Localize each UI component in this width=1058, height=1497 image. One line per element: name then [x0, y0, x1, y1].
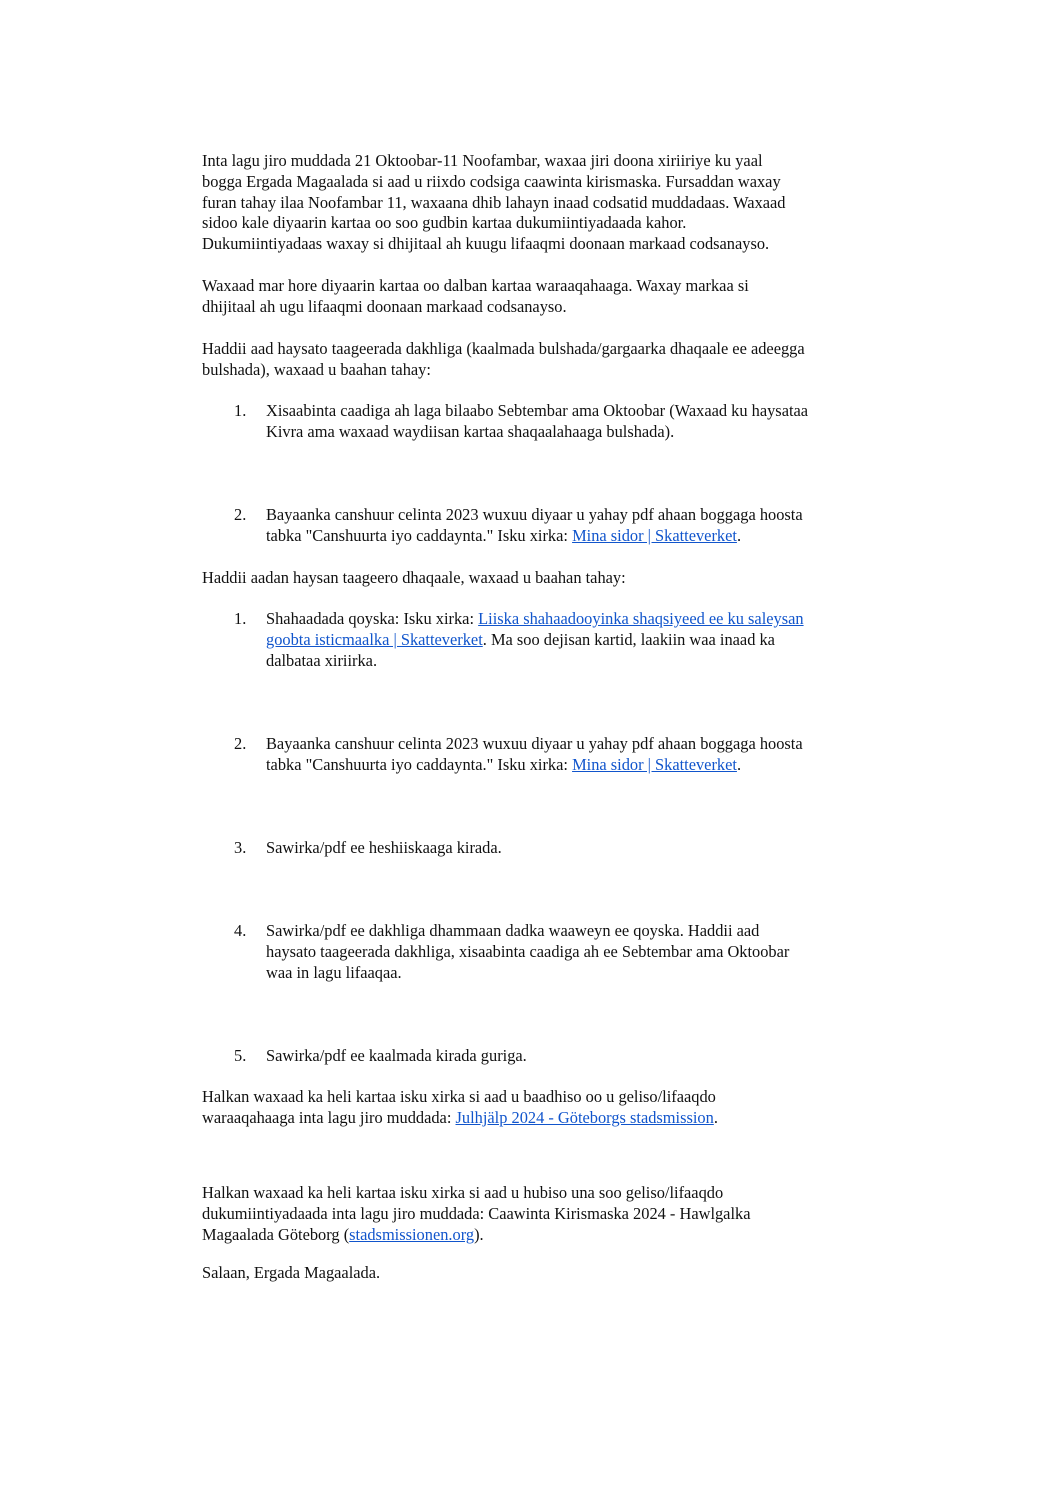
text-line: bulshada), waxaad u baahan tahay:	[202, 359, 431, 379]
text-line: dalbataa xiriirka.	[266, 650, 378, 670]
julhjalp-paragraph	[202, 1087, 862, 1129]
text-line: Halkan waxaad ka heli kartaa isku xirka si aad u hubiso una soo geliso/lifaaqdo	[202, 1183, 724, 1202]
text-line	[202, 1225, 862, 1246]
text-span: .	[736, 525, 742, 545]
julhjalp-link[interactable]: Julhjälp 2024 - Göteborgs stadsmission	[455, 1107, 714, 1127]
family-certificate-link[interactable]: Liiska shahaadooyinka shaqsiyeed ee ku saleysan	[478, 609, 804, 628]
text-span: Magaalada Göteborg (	[202, 1224, 350, 1244]
text-line: Sawirka/pdf ee dakhliga dhammaan dadka waaweyn ee qoyska. Haddii aad	[266, 921, 760, 940]
no-support-paragraph	[202, 568, 862, 589]
list-number: 1.	[234, 401, 247, 420]
text-line: haysato taageerada dakhliga, xisaabinta caadiga ah ee Sebtembar ama Oktoobar	[266, 941, 790, 961]
list-item-text	[266, 505, 866, 547]
text-line: Bayaanka canshuur celinta 2023 wuxuu diyaar u yahay pdf ahaan boggaga hoosta	[266, 505, 803, 524]
text-line: Haddii aad haysato taageerada dakhliga (kaalmada bulshada/gargaarka dhaqaale ee adeegga	[202, 339, 805, 358]
mina-sidor-link[interactable]: Mina sidor | Skatteverket	[572, 754, 737, 774]
list-item-text	[266, 921, 866, 983]
text-line: Bayaanka canshuur celinta 2023 wuxuu diyaar u yahay pdf ahaan boggaga hoosta	[266, 734, 803, 753]
text-span: ).	[474, 1224, 484, 1244]
text-line	[266, 630, 866, 651]
family-certificate-link-continued[interactable]: goobta isticmaalka | Skatteverket	[266, 629, 483, 649]
text-line: Kivra ama waxaad waydiisan kartaa shaqaalahaaga bulshada).	[266, 421, 675, 441]
list-item-text: Sawirka/pdf ee heshiiskaaga kirada.	[266, 838, 502, 857]
closing-signature	[202, 1263, 862, 1284]
income-support-paragraph	[202, 339, 862, 381]
text-span: .	[713, 1107, 718, 1127]
mina-sidor-link[interactable]: Mina sidor | Skatteverket	[572, 525, 737, 545]
text-line: Haddii aadan haysan taageero dhaqaale, waxaad u baahan tahay:	[202, 568, 626, 587]
stadsmissionen-link[interactable]: stadsmissionen.org	[349, 1224, 475, 1244]
prepare-paragraph	[202, 276, 862, 318]
text-line	[266, 755, 866, 776]
christmas-help-paragraph	[202, 1183, 862, 1245]
text-span: .	[736, 754, 742, 774]
text-line: Salaan, Ergada Magaalada.	[202, 1263, 381, 1282]
text-line: Waxaad mar hore diyaarin kartaa oo dalban kartaa waraaqahaaga. Waxay markaa si	[202, 276, 749, 295]
text-line: dukumiintiyadaada inta lagu jiro muddada: Caawinta Kirismaska 2024 - Hawlgalka	[202, 1203, 751, 1223]
text-line: waa in lagu lifaaqaa.	[266, 962, 402, 982]
list-number: 2.	[234, 734, 247, 753]
list-item-text	[266, 609, 866, 671]
text-span: Shahaadada qoyska: Isku xirka:	[266, 609, 479, 628]
list-number: 4.	[234, 921, 247, 940]
list-item-text	[266, 401, 866, 443]
list-number: 2.	[234, 505, 247, 524]
text-span: waraaqahaaga inta lagu jiro muddada:	[202, 1107, 456, 1127]
text-line	[266, 526, 866, 547]
intro-paragraph	[202, 151, 862, 255]
list-item-text	[266, 734, 866, 776]
text-line: Dukumiintiyadaas waxay si dhijitaal ah kuugu lifaaqmi doonaan markaad codsanayso.	[202, 234, 770, 254]
text-line	[202, 1108, 862, 1129]
list-item-text: Sawirka/pdf ee kaalmada kirada guriga.	[266, 1046, 527, 1065]
text-line: Halkan waxaad ka heli kartaa isku xirka si aad u baadhiso oo u geliso/lifaaqdo	[202, 1087, 716, 1106]
list-number: 1.	[234, 609, 247, 628]
text-line: Xisaabinta caadiga ah laga bilaabo Sebtembar ama Oktoobar (Waxaad ku haysataa	[266, 401, 809, 420]
text-span: tabka "Canshuurta iyo caddaynta." Isku xirka:	[266, 754, 573, 774]
text-line: sidoo kale diyaarin kartaa oo soo gudbin kartaa dukumiintiyadaada kahor.	[202, 213, 687, 233]
text-line	[266, 609, 866, 630]
list-number: 3.	[234, 838, 247, 857]
list-number: 5.	[234, 1046, 247, 1065]
text-line: Inta lagu jiro muddada 21 Oktoobar-11 Noofambar, waxaa jiri doona xiriiriye ku yaal	[202, 151, 763, 170]
text-span: tabka "Canshuurta iyo caddaynta." Isku xirka:	[266, 525, 573, 545]
text-span: . Ma soo dejisan kartid, laakiin waa inaad ka	[482, 629, 775, 649]
text-line: furan tahay ilaa Noofambar 11, waxaana dhib lahayn inaad codsatid muddadaas. Waxaad	[202, 192, 786, 212]
text-line: dhijitaal ah ugu lifaaqmi doonaan markaad codsanayso.	[202, 296, 567, 316]
text-line: bogga Ergada Magaalada si aad u riixdo codsiga caawinta kirismaska. Fursaddan waxay	[202, 171, 781, 191]
